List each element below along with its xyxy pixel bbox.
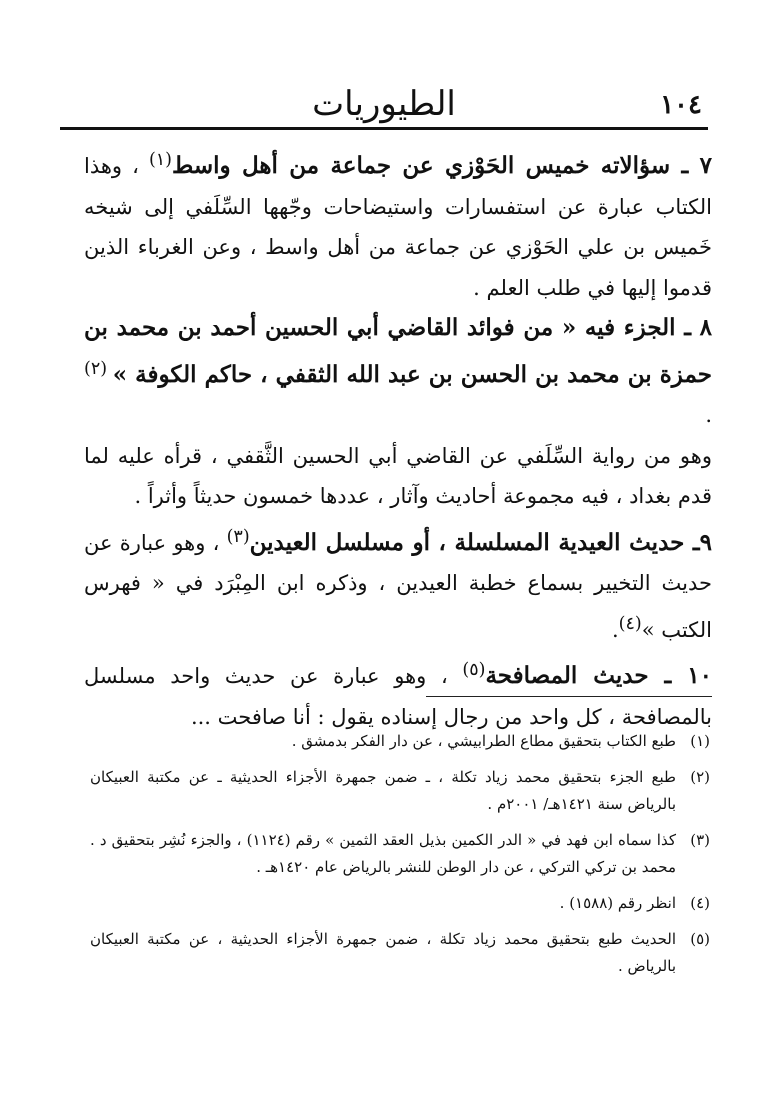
item-10-heading: ١٠ ـ حديث المصافحة <box>485 662 712 689</box>
item-9-heading: ٩ـ حديث العيدية المسلسلة ، أو مسلسل العيدين <box>249 528 713 556</box>
main-text <box>84 140 712 737</box>
header-rule <box>60 127 708 130</box>
footnote-ref-2: (٢) <box>84 358 113 379</box>
paragraph-item-10 <box>84 650 712 737</box>
footnote-number: (٣) <box>690 831 710 849</box>
footnote-item <box>90 926 710 980</box>
footnote-number: (٢) <box>690 768 710 786</box>
footnote-text: طبع الجزء بتحقيق محمد زياد تكلة ، ـ ضمن جمهرة الأجزاء الحديثية ـ عن مكتبة العبيكان بالرياض سنة ١٤٢١هـ/ ٢٠٠١م . <box>90 768 676 813</box>
paragraph-item-8-desc <box>84 436 712 517</box>
footnote-ref-1: (١) <box>148 150 172 170</box>
page-number: ١٠٤ <box>660 90 702 120</box>
item-8-description: وهو من رواية السِّلَفي عن القاضي أبي الحسين الثَّقفي ، قرأه عليه لما قدم بغداد ، فيه مجموعة أحاديث وآثار ، عددها خمسون حديثاً وأثراً . <box>84 443 712 508</box>
footnote-item <box>90 764 710 818</box>
item-8-heading: ٨ ـ الجزء فيه « من فوائد القاضي أبي الحسين أحمد بن محمد بن حمزة بن محمد بن الحسن بن عبد الله الثقفي ، حاكم الكوفة » <box>84 314 713 388</box>
footnote-separator <box>426 696 712 697</box>
footnote-text: الحديث طبع بتحقيق محمد زياد تكلة ، ضمن جمهرة الأجزاء الحديثية ، عن مكتبة العبيكان بالرياض . <box>90 930 676 975</box>
item-8-text: . <box>705 403 712 427</box>
footnote-ref-5: (٥) <box>462 660 486 680</box>
footnote-number: (٤) <box>690 894 710 912</box>
footnote-item <box>90 890 710 917</box>
paragraph-item-8 <box>84 308 712 436</box>
footnote-ref-3: (٣) <box>226 526 250 547</box>
footnote-number: (١) <box>690 732 710 750</box>
footnotes <box>90 728 710 989</box>
paragraph-item-7 <box>84 140 712 308</box>
footnote-text: كذا سماه ابن فهد في « الدر الكمين بذيل العقد الثمين » رقم (١١٢٤) ، والجزء نُشِر بتحقيق د . محمد بن تركي التركي ، عن دار الوطن للنشر بالرياض عام ١٤٢٠هـ . <box>90 831 676 876</box>
footnote-item <box>90 827 710 881</box>
paragraph-item-9 <box>84 517 712 651</box>
footnote-number: (٥) <box>690 930 710 948</box>
item-10-text: ، وهو عبارة عن حديث واحد مسلسل بالمصافحة ، كل واحد من رجال إسناده يقول : أنا صافحت ... <box>84 664 712 729</box>
item-7-heading: ٧ ـ سؤالاته خميس الحَوْزي عن جماعة من أهل واسط <box>172 152 713 179</box>
item-7-text: ، وهذا الكتاب عبارة عن استفسارات واستيضاحات وجّهها السِّلَفي إلى شيخه خَميس بن علي الحَوْزي عن جماعة من أهل واسط ، وعن الغرباء الذين قدموا إليها في طلب العلم . <box>84 154 712 300</box>
footnote-text: انظر رقم (١٥٨٨) . <box>559 894 676 912</box>
footnote-text: طبع الكتاب بتحقيق مطاع الطرابيشي ، عن دار الفكر بدمشق . <box>291 732 676 750</box>
running-title: الطيوريات <box>312 84 456 124</box>
item-9-text: ، وهو عبارة عن حديث التخيير بسماع خطبة العيدين ، وذكره ابن المِبْرَد في « فهرس الكتب » <box>84 530 712 642</box>
footnote-ref-4: (٤) <box>618 613 642 634</box>
item-9-end: . <box>611 617 619 642</box>
page-header <box>60 78 708 130</box>
footnote-item <box>90 728 710 755</box>
